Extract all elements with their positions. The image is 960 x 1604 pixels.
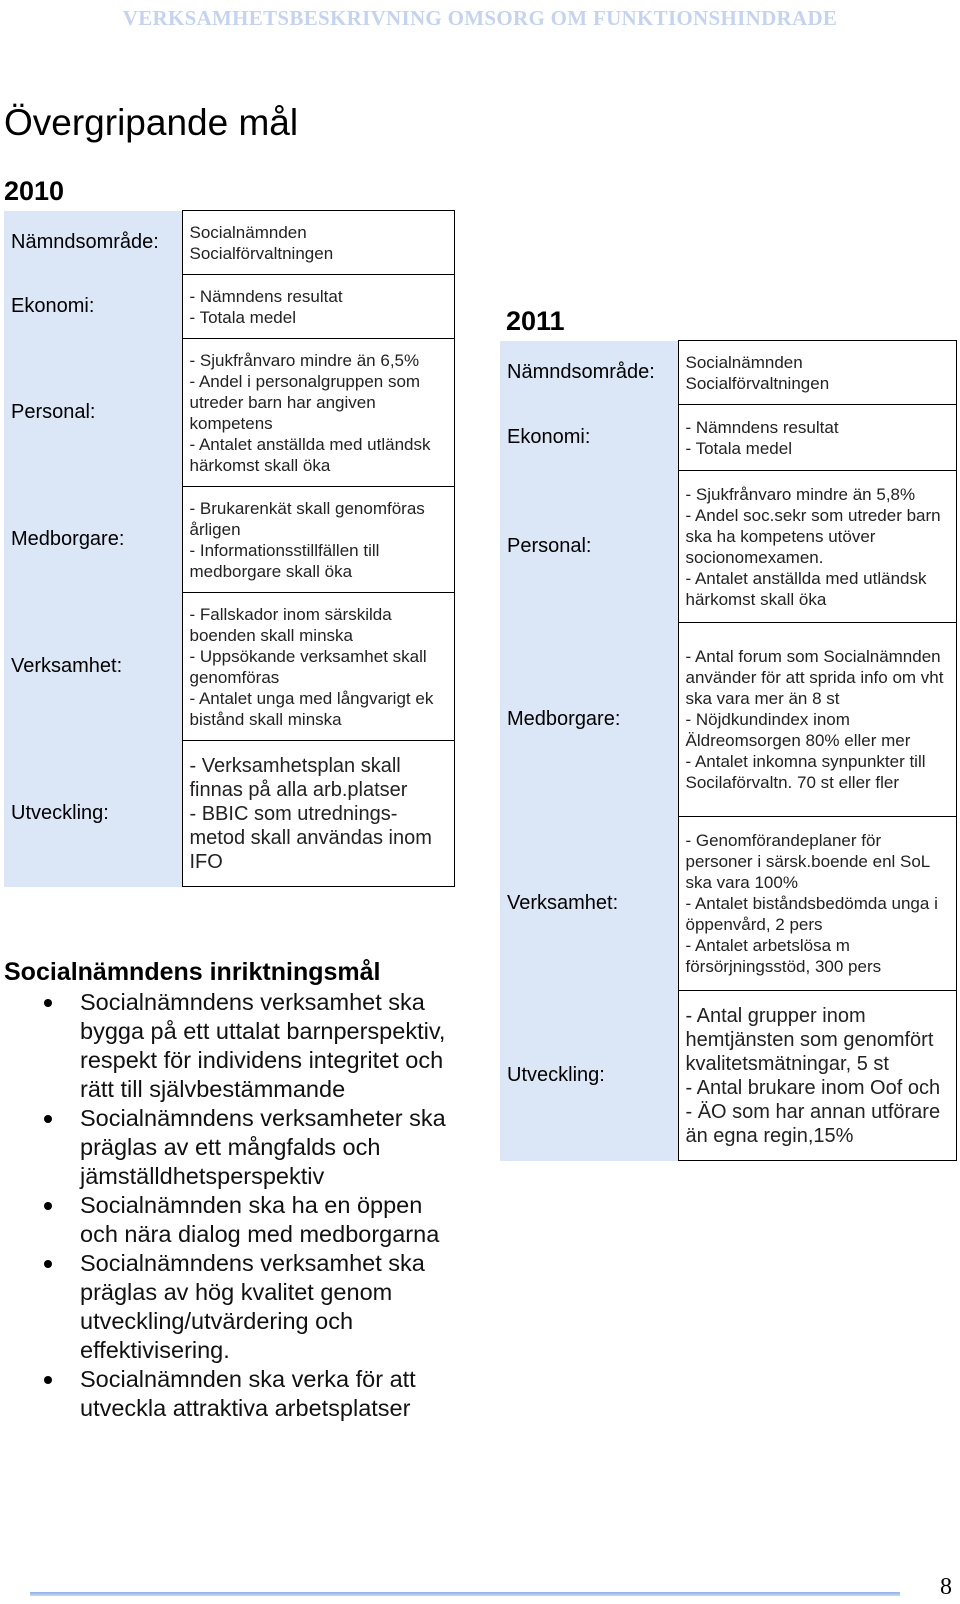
footer-rule xyxy=(30,1592,900,1596)
table-row xyxy=(4,275,454,339)
bullet-icon xyxy=(44,1376,52,1384)
bullet-icon xyxy=(44,1115,52,1123)
goals-table-2011 xyxy=(500,340,957,1161)
direction-goals-heading: Socialnämndens inriktningsmål xyxy=(4,958,381,986)
row-value-verksamhet: - Fallskador inom särskilda boenden skall minska - Uppsökande verksamhet skall genomföras - Antalet unga med långvarigt ek bistånd skall minska xyxy=(182,593,454,741)
row-value-medborgare: - Brukarenkät skall genomföras årligen - Informationsstillfällen till medborgare skall öka xyxy=(182,487,454,593)
row-value-ekonomi: - Nämndens resultat - Totala medel xyxy=(182,275,454,339)
year-title-2010: 2010 xyxy=(4,176,65,206)
table-row xyxy=(500,817,956,991)
list-item xyxy=(40,1104,460,1191)
table-row xyxy=(4,741,454,887)
row-label-medborgare: Medborgare: xyxy=(500,623,678,817)
row-value-utveckling: - Verksamhetsplan skall finnas på alla arb.platser - BBIC som utrednings-metod skall användas inom IFO xyxy=(182,741,454,887)
row-label-verksamhet: Verksamhet: xyxy=(4,593,182,741)
bullet-icon xyxy=(44,1202,52,1210)
running-header: VERKSAMHETSBESKRIVNING OMSORG OM FUNKTIONSHINDRADE xyxy=(122,6,838,30)
table-row xyxy=(500,405,956,471)
row-value-ekonomi: - Nämndens resultat - Totala medel xyxy=(678,405,956,471)
row-label-ekonomi: Ekonomi: xyxy=(500,405,678,471)
table-row xyxy=(500,991,956,1161)
table-row xyxy=(500,471,956,623)
list-item xyxy=(40,1249,460,1365)
direction-goals-list xyxy=(40,988,460,1423)
list-item xyxy=(40,1365,460,1423)
row-value-namndsomrade: Socialnämnden Socialförvaltningen xyxy=(678,341,956,405)
row-label-ekonomi: Ekonomi: xyxy=(4,275,182,339)
row-value-personal: - Sjukfrånvaro mindre än 6,5% - Andel i personalgruppen som utreder barn har angiven kompetens - Antalet anställda med utländsk härkomst skall öka xyxy=(182,339,454,487)
list-item-text: Socialnämndens verksamheter ska präglas av ett mångfalds och jämställdhetsperspektiv xyxy=(80,1105,446,1189)
row-label-personal: Personal: xyxy=(4,339,182,487)
row-label-utveckling: Utveckling: xyxy=(4,741,182,887)
page-title: Övergripande mål xyxy=(4,102,299,143)
goals-table-2010 xyxy=(4,210,455,887)
row-label-personal: Personal: xyxy=(500,471,678,623)
list-item xyxy=(40,988,460,1104)
list-item-text: Socialnämndens verksamhet ska bygga på ett uttalat barnperspektiv, respekt för individens integritet och rätt till självbestämmande xyxy=(80,989,446,1102)
row-label-utveckling: Utveckling: xyxy=(500,991,678,1161)
table-row xyxy=(4,211,454,275)
row-label-medborgare: Medborgare: xyxy=(4,487,182,593)
row-value-personal: - Sjukfrånvaro mindre än 5,8% - Andel soc.sekr som utreder barn ska ha kompetens utöver socionomexamen. - Antalet anställda med utländsk härkomst skall öka xyxy=(678,471,956,623)
page-number: 8 xyxy=(940,1574,952,1600)
row-label-namndsomrade: Nämndsområde: xyxy=(500,341,678,405)
row-value-namndsomrade: Socialnämnden Socialförvaltningen xyxy=(182,211,454,275)
list-item-text: Socialnämndens verksamhet ska präglas av hög kvalitet genom utveckling/utvärdering och effektivisering. xyxy=(80,1250,425,1363)
table-row xyxy=(4,487,454,593)
list-item-text: Socialnämnden ska ha en öppen och nära dialog med medborgarna xyxy=(80,1192,440,1247)
row-label-verksamhet: Verksamhet: xyxy=(500,817,678,991)
row-value-utveckling: - Antal grupper inom hemtjänsten som genomfört kvalitetsmätningar, 5 st - Antal brukare inom Oof och - ÄO som har annan utförare än egna regin,15% xyxy=(678,991,956,1161)
row-value-verksamhet: - Genomförandeplaner för personer i särsk.boende enl SoL ska vara 100% - Antalet biståndsbedömda unga i öppenvård, 2 pers - Antalet arbetslösa m försörjningsstöd, 300 pers xyxy=(678,817,956,991)
table-row xyxy=(500,341,956,405)
year-title-2011: 2011 xyxy=(506,306,565,336)
table-row xyxy=(4,593,454,741)
bullet-icon xyxy=(44,1260,52,1268)
table-row xyxy=(500,623,956,817)
list-item-text: Socialnämnden ska verka för att utveckla attraktiva arbetsplatser xyxy=(80,1366,416,1421)
table-row xyxy=(4,339,454,487)
list-item xyxy=(40,1191,460,1249)
row-value-medborgare: - Antal forum som Socialnämnden använder för att sprida info om vht ska vara mer än 8 st - Nöjdkundindex inom Äldreomsorgen 80% eller mer - Antalet inkomna synpunkter till Socilaförvaltn. 70 st eller fler xyxy=(678,623,956,817)
row-label-namndsomrade: Nämndsområde: xyxy=(4,211,182,275)
bullet-icon xyxy=(44,999,52,1007)
